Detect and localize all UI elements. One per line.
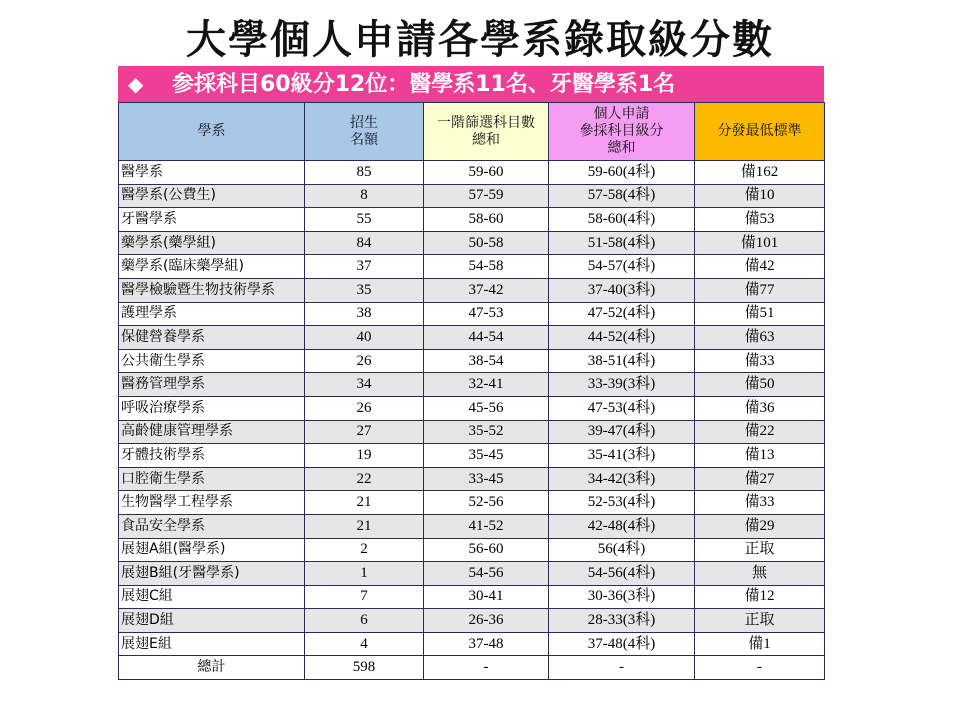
- first-stage-cell: 47-53: [424, 302, 549, 326]
- department-cell: 展翅B組(牙醫學系): [119, 562, 305, 586]
- header-quota: 招生 名額: [305, 103, 424, 161]
- department-cell: 藥學系(藥學組): [119, 231, 305, 255]
- quota-cell: 22: [305, 467, 424, 491]
- diamond-bullet-icon: ◆: [128, 72, 144, 96]
- highlight-banner: [118, 66, 824, 102]
- table-row: [119, 491, 825, 515]
- application-score-cell: 51-58(4科): [549, 231, 695, 255]
- application-score-cell: 33-39(3科): [549, 373, 695, 397]
- application-score-cell: 44-52(4科): [549, 326, 695, 350]
- admission-score-table: [118, 102, 825, 680]
- quota-cell: 55: [305, 208, 424, 232]
- quota-cell: 37: [305, 255, 424, 279]
- first-stage-cell: 26-36: [424, 609, 549, 633]
- first-stage-cell: 59-60: [424, 161, 549, 185]
- minimum-standard-cell: 備13: [695, 444, 825, 468]
- department-cell: 公共衛生學系: [119, 349, 305, 373]
- quota-cell: 27: [305, 420, 424, 444]
- quota-cell: 35: [305, 278, 424, 302]
- application-score-cell: 54-57(4科): [549, 255, 695, 279]
- minimum-standard-cell: 備36: [695, 396, 825, 420]
- page-title: 大學個人申請各學系錄取級分數: [186, 17, 774, 63]
- quota-cell: 84: [305, 231, 424, 255]
- first-stage-cell: 32-41: [424, 373, 549, 397]
- department-cell: 醫學系: [119, 161, 305, 185]
- application-score-cell: 42-48(4科): [549, 514, 695, 538]
- department-cell: 展翅A組(醫學系): [119, 538, 305, 562]
- minimum-standard-cell: 備51: [695, 302, 825, 326]
- application-score-cell: 39-47(4科): [549, 420, 695, 444]
- table-row: [119, 514, 825, 538]
- quota-cell: 40: [305, 326, 424, 350]
- minimum-standard-cell: 備1: [695, 632, 825, 656]
- total-row: [119, 656, 825, 680]
- header-minimum-standard: 分發最低標準: [695, 103, 825, 161]
- application-score-cell: 35-41(3科): [549, 444, 695, 468]
- table-row: [119, 231, 825, 255]
- first-stage-cell: 54-58: [424, 255, 549, 279]
- quota-cell: 6: [305, 609, 424, 633]
- minimum-standard-cell: 備63: [695, 326, 825, 350]
- minimum-standard-cell: 備29: [695, 514, 825, 538]
- minimum-standard-cell: 備50: [695, 373, 825, 397]
- quota-cell: 26: [305, 396, 424, 420]
- minimum-standard-cell: 正取: [695, 609, 825, 633]
- application-score-cell: 58-60(4科): [549, 208, 695, 232]
- minimum-standard-cell: 備22: [695, 420, 825, 444]
- table-row: [119, 420, 825, 444]
- table-row: [119, 609, 825, 633]
- department-cell: 高齡健康管理學系: [119, 420, 305, 444]
- first-stage-cell: 30-41: [424, 585, 549, 609]
- table-row: [119, 467, 825, 491]
- minimum-standard-cell: 無: [695, 562, 825, 586]
- table-row: [119, 184, 825, 208]
- first-stage-cell: 33-45: [424, 467, 549, 491]
- header-application-score-sum: 個人申請 參採科目級分 總和: [549, 103, 695, 161]
- total-first-stage-cell: -: [424, 656, 549, 680]
- table-row: [119, 562, 825, 586]
- quota-cell: 21: [305, 514, 424, 538]
- department-cell: 呼吸治療學系: [119, 396, 305, 420]
- table-row: [119, 632, 825, 656]
- first-stage-cell: 35-45: [424, 444, 549, 468]
- table-row: [119, 538, 825, 562]
- table-row: [119, 278, 825, 302]
- application-score-cell: 54-56(4科): [549, 562, 695, 586]
- department-cell: 生物醫學工程學系: [119, 491, 305, 515]
- quota-cell: 26: [305, 349, 424, 373]
- table-row: [119, 396, 825, 420]
- first-stage-cell: 54-56: [424, 562, 549, 586]
- total-label-cell: 總計: [119, 656, 305, 680]
- quota-cell: 1: [305, 562, 424, 586]
- first-stage-cell: 45-56: [424, 396, 549, 420]
- application-score-cell: 37-40(3科): [549, 278, 695, 302]
- department-cell: 保健營養學系: [119, 326, 305, 350]
- first-stage-cell: 58-60: [424, 208, 549, 232]
- table-row: [119, 326, 825, 350]
- department-cell: 護理學系: [119, 302, 305, 326]
- first-stage-cell: 37-42: [424, 278, 549, 302]
- application-score-cell: 56(4科): [549, 538, 695, 562]
- quota-cell: 7: [305, 585, 424, 609]
- application-score-cell: 47-53(4科): [549, 396, 695, 420]
- table-header-row: [119, 103, 825, 161]
- application-score-cell: 28-33(3科): [549, 609, 695, 633]
- quota-cell: 8: [305, 184, 424, 208]
- application-score-cell: 38-51(4科): [549, 349, 695, 373]
- table-body: [119, 161, 825, 680]
- table-row: [119, 349, 825, 373]
- minimum-standard-cell: 備101: [695, 231, 825, 255]
- department-cell: 口腔衛生學系: [119, 467, 305, 491]
- department-cell: 醫學檢驗暨生物技術學系: [119, 278, 305, 302]
- quota-cell: 2: [305, 538, 424, 562]
- table-row: [119, 373, 825, 397]
- department-cell: 展翅E組: [119, 632, 305, 656]
- minimum-standard-cell: 備53: [695, 208, 825, 232]
- minimum-standard-cell: 備12: [695, 585, 825, 609]
- quota-cell: 21: [305, 491, 424, 515]
- minimum-standard-cell: 備162: [695, 161, 825, 185]
- minimum-standard-cell: 正取: [695, 538, 825, 562]
- first-stage-cell: 35-52: [424, 420, 549, 444]
- total-quota-cell: 598: [305, 656, 424, 680]
- banner-text: 参採科目60級分12位：醫學系11名、牙醫學系1名: [172, 72, 676, 97]
- department-cell: 牙醫學系: [119, 208, 305, 232]
- quota-cell: 38: [305, 302, 424, 326]
- quota-cell: 34: [305, 373, 424, 397]
- total-application-cell: -: [549, 656, 695, 680]
- department-cell: 食品安全學系: [119, 514, 305, 538]
- application-score-cell: 57-58(4科): [549, 184, 695, 208]
- table-row: [119, 161, 825, 185]
- table-row: [119, 585, 825, 609]
- total-minimum-cell: -: [695, 656, 825, 680]
- table-row: [119, 208, 825, 232]
- header-department: 學系: [119, 103, 305, 161]
- application-score-cell: 52-53(4科): [549, 491, 695, 515]
- table-row: [119, 302, 825, 326]
- quota-cell: 19: [305, 444, 424, 468]
- first-stage-cell: 57-59: [424, 184, 549, 208]
- application-score-cell: 34-42(3科): [549, 467, 695, 491]
- table-row: [119, 255, 825, 279]
- application-score-cell: 37-48(4科): [549, 632, 695, 656]
- department-cell: 展翅D組: [119, 609, 305, 633]
- header-first-stage-sum: 一階篩選科目數 總和: [424, 103, 549, 161]
- first-stage-cell: 56-60: [424, 538, 549, 562]
- department-cell: 醫學系(公費生): [119, 184, 305, 208]
- minimum-standard-cell: 備77: [695, 278, 825, 302]
- minimum-standard-cell: 備27: [695, 467, 825, 491]
- first-stage-cell: 41-52: [424, 514, 549, 538]
- minimum-standard-cell: 備33: [695, 491, 825, 515]
- first-stage-cell: 44-54: [424, 326, 549, 350]
- quota-cell: 85: [305, 161, 424, 185]
- department-cell: 醫務管理學系: [119, 373, 305, 397]
- table-row: [119, 444, 825, 468]
- application-score-cell: 59-60(4科): [549, 161, 695, 185]
- minimum-standard-cell: 備33: [695, 349, 825, 373]
- department-cell: 牙體技術學系: [119, 444, 305, 468]
- minimum-standard-cell: 備10: [695, 184, 825, 208]
- quota-cell: 4: [305, 632, 424, 656]
- application-score-cell: 47-52(4科): [549, 302, 695, 326]
- minimum-standard-cell: 備42: [695, 255, 825, 279]
- first-stage-cell: 52-56: [424, 491, 549, 515]
- first-stage-cell: 38-54: [424, 349, 549, 373]
- first-stage-cell: 37-48: [424, 632, 549, 656]
- first-stage-cell: 50-58: [424, 231, 549, 255]
- application-score-cell: 30-36(3科): [549, 585, 695, 609]
- department-cell: 展翅C組: [119, 585, 305, 609]
- department-cell: 藥學系(臨床藥學組): [119, 255, 305, 279]
